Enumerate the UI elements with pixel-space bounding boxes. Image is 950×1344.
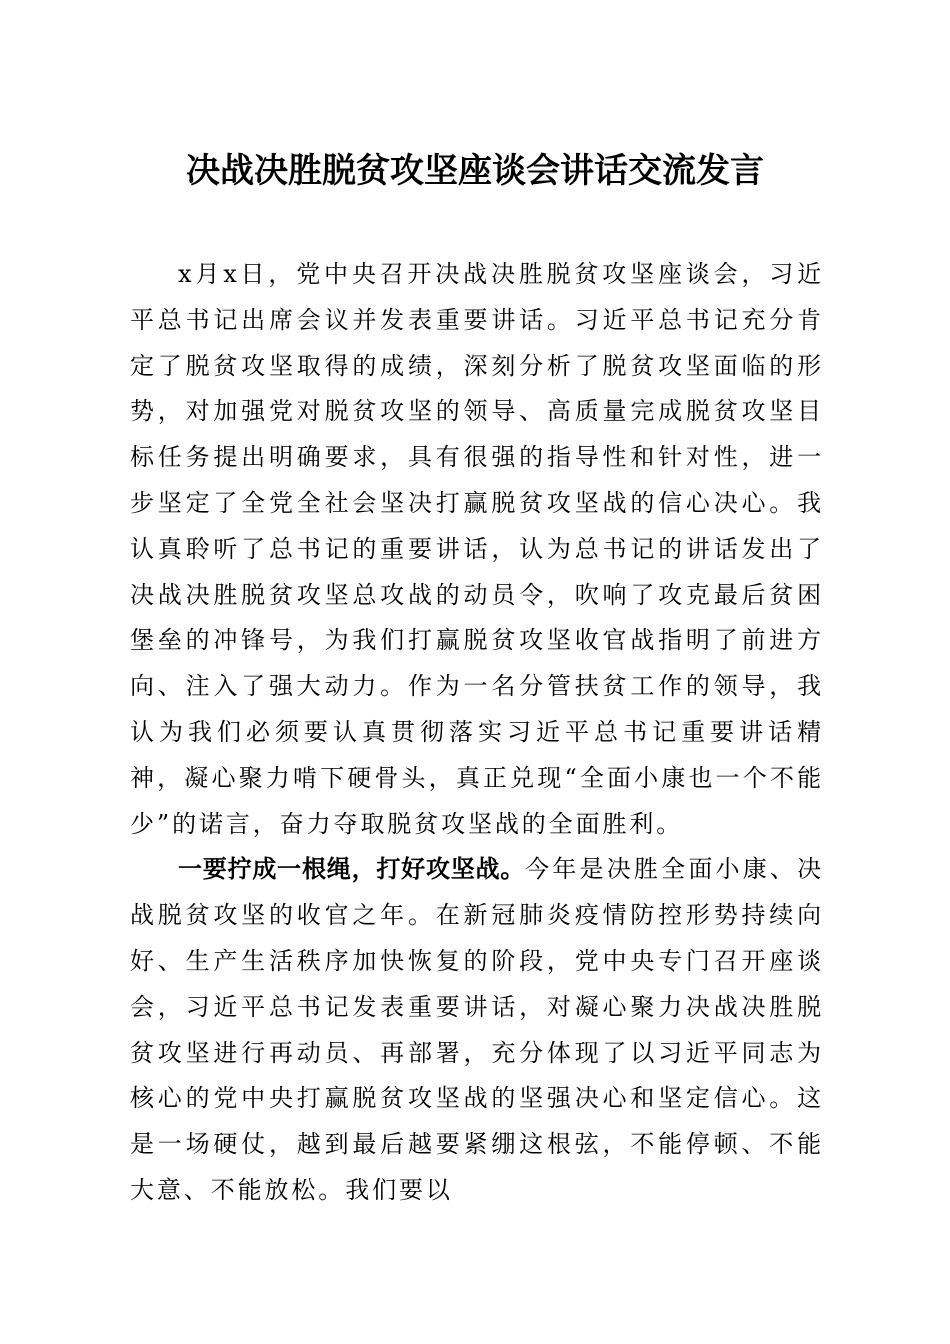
paragraph-point-one	[130, 847, 824, 1213]
document-title: 决战决胜脱贫攻坚座谈会讲话交流发言	[186, 151, 764, 191]
paragraph-lead-heading: 一要拧成一根绳，打好攻坚战。	[178, 855, 526, 884]
paragraph-intro	[130, 252, 824, 847]
paragraph-text: 今年是决胜全面小康、决战脱贫攻坚的收官之年。在新冠肺炎疫情防控形势持续向好、生产生活秩序加快恢复的阶段，党中央专门召开座谈会，习近平总书记发表重要讲话，对凝心聚力决战决胜脱贫攻坚进行再动员、再部署，充分体现了以习近平同志为核心的党中央打赢脱贫攻坚战的坚强决心和坚定信心。这是一场硬仗，越到最后越要紧绷这根弦，不能停顿、不能大意、不能放松。我们要以	[130, 855, 824, 1204]
paragraph-text: x月x日，党中央召开决战决胜脱贫攻坚座谈会，习近平总书记出席会议并发表重要讲话。习近平总书记充分肯定了脱贫攻坚取得的成绩，深刻分析了脱贫攻坚面临的形势，对加强党对脱贫攻坚的领导、高质量完成脱贫攻坚目标任务提出明确要求，具有很强的指导性和针对性，进一步坚定了全党全社会坚决打赢脱贫攻坚战的信心决心。我认真聆听了总书记的重要讲话，认为总书记的讲话发出了决战决胜脱贫攻坚总攻战的动员令，吹响了攻克最后贫困堡垒的冲锋号，为我们打赢脱贫攻坚收官战指明了前进方向、注入了强大动力。作为一名分管扶贫工作的领导，我认为我们必须要认真贯彻落实习近平总书记重要讲话精神，凝心聚力啃下硬骨头，真正兑现“全面小康也一个不能少”的诺言，奋力夺取脱贫攻坚战的全面胜利。	[130, 260, 824, 838]
document-body	[130, 252, 824, 1214]
